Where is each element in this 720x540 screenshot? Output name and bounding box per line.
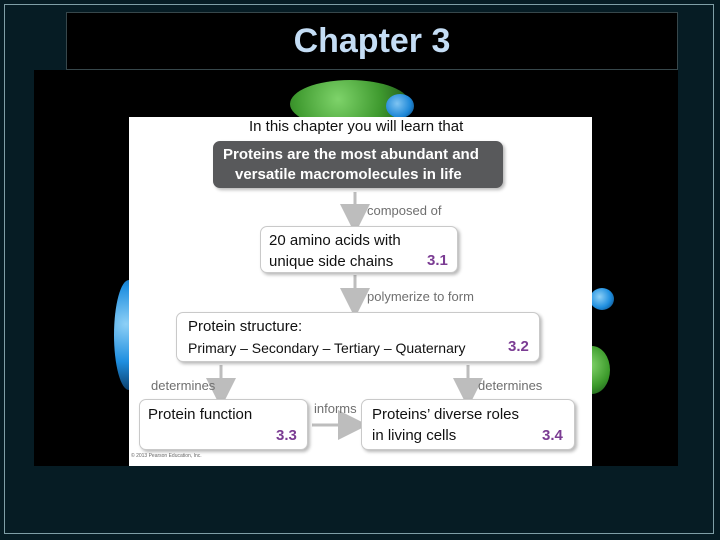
protein-roles-line2: in living cells xyxy=(372,427,457,444)
protein-function-box xyxy=(139,399,308,450)
section-3-2: 3.2 xyxy=(508,338,529,355)
slide-title: Chapter 3 xyxy=(293,22,451,60)
amino-acids-box xyxy=(260,226,458,273)
link-determines-right: determines xyxy=(478,378,543,393)
copyright-note: © 2013 Pearson Education, Inc. xyxy=(131,453,202,459)
amino-acids-line1: 20 amino acids with xyxy=(269,232,401,249)
protein-roles-box xyxy=(361,399,575,450)
protein-structure-line2: Primary – Secondary – Tertiary – Quaternary xyxy=(188,340,466,356)
main-concept-line1: Proteins are the most abundant and xyxy=(223,146,479,163)
protein-roles-line1: Proteins’ diverse roles xyxy=(372,406,520,423)
link-polymerize: polymerize to form xyxy=(367,289,474,304)
protein-structure-box xyxy=(176,312,540,362)
molecule-blue-top xyxy=(386,94,414,118)
figure-heading: In this chapter you will learn that xyxy=(249,118,464,135)
amino-acids-line2: unique side chains xyxy=(269,253,394,270)
concept-map-figure xyxy=(129,117,592,466)
section-3-4: 3.4 xyxy=(542,427,563,444)
main-concept-box xyxy=(213,141,503,188)
main-concept-line2: versatile macromolecules in life xyxy=(235,166,462,183)
protein-structure-line1: Protein structure: xyxy=(188,318,303,335)
link-determines-left: determines xyxy=(151,378,216,393)
section-3-1: 3.1 xyxy=(427,252,448,269)
protein-function-line1: Protein function xyxy=(148,406,253,423)
link-informs: informs xyxy=(314,401,357,416)
section-3-3: 3.3 xyxy=(276,427,297,444)
molecule-blue-right xyxy=(590,288,614,310)
link-composed-of: composed of xyxy=(367,203,442,218)
